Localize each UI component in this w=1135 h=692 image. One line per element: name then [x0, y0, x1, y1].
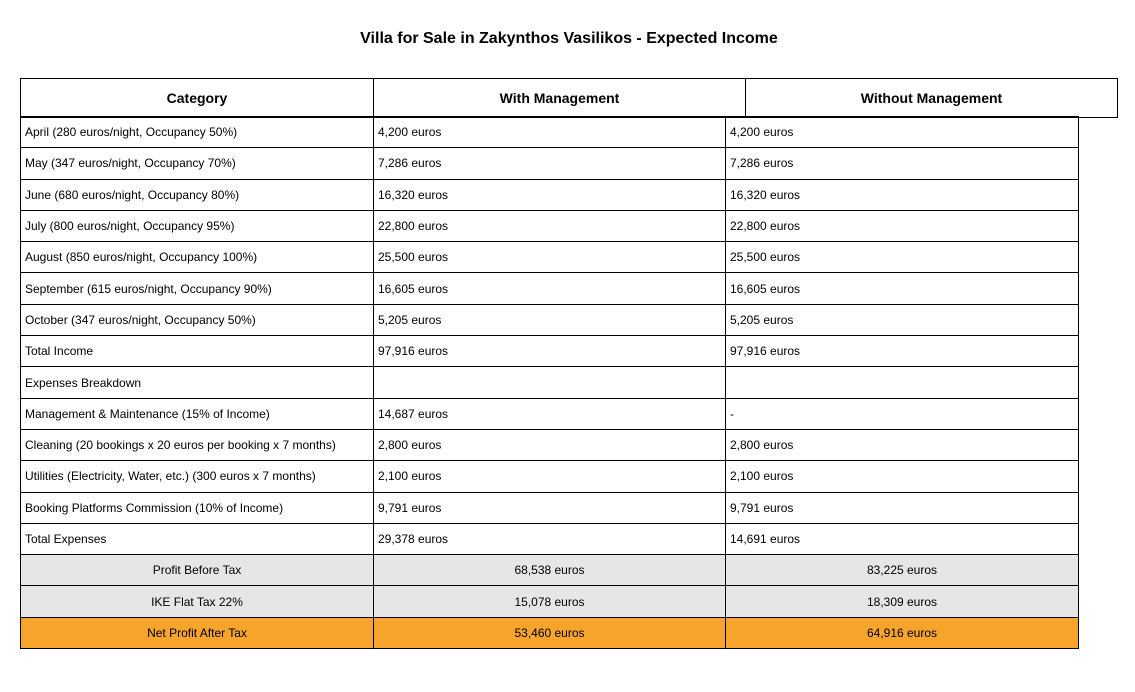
table-row	[20, 524, 1079, 555]
table-row	[20, 117, 1079, 148]
table-row	[20, 242, 1079, 273]
cell-without-management: 4,200 euros	[725, 116, 1079, 148]
table-row	[20, 211, 1079, 242]
summary-row	[20, 555, 1079, 586]
cell-without-management: 9,791 euros	[725, 492, 1079, 524]
cell-without-management	[725, 366, 1079, 398]
cell-with-management: 7,286 euros	[373, 147, 726, 179]
cell-category: July (800 euros/night, Occupancy 95%)	[20, 210, 374, 242]
column-header-without-management: Without Management	[745, 78, 1118, 118]
cell-category: Utilities (Electricity, Water, etc.) (300 euros x 7 months)	[20, 460, 374, 492]
cell-with-management: 97,916 euros	[373, 335, 726, 367]
cell-category: May (347 euros/night, Occupancy 70%)	[20, 147, 374, 179]
cell-with-management: 5,205 euros	[373, 304, 726, 336]
cell-with-management: 29,378 euros	[373, 523, 726, 555]
summary-row	[20, 586, 1079, 617]
cell-without-management: 97,916 euros	[725, 335, 1079, 367]
income-table-body	[20, 117, 1079, 649]
table-row	[20, 305, 1079, 336]
net-profit-row	[20, 618, 1079, 649]
page-title: Villa for Sale in Zakynthos Vasilikos - Expected Income	[360, 30, 778, 47]
cell-without-management: -	[725, 398, 1079, 430]
cell-without-management: 18,309 euros	[725, 585, 1079, 617]
table-row	[20, 273, 1079, 304]
column-header-with-management: With Management	[373, 78, 746, 118]
cell-with-management: 25,500 euros	[373, 241, 726, 273]
cell-with-management: 22,800 euros	[373, 210, 726, 242]
table-row	[20, 430, 1079, 461]
cell-category: Profit Before Tax	[20, 554, 374, 586]
table-row	[20, 493, 1079, 524]
table-row	[20, 399, 1079, 430]
cell-without-management: 5,205 euros	[725, 304, 1079, 336]
cell-with-management: 15,078 euros	[373, 585, 726, 617]
cell-without-management: 7,286 euros	[725, 147, 1079, 179]
cell-category: Total Income	[20, 335, 374, 367]
cell-category: IKE Flat Tax 22%	[20, 585, 374, 617]
cell-category: September (615 euros/night, Occupancy 90%)	[20, 272, 374, 304]
table-row	[20, 461, 1079, 492]
table-row	[20, 148, 1079, 179]
column-header-category: Category	[20, 78, 374, 118]
cell-with-management: 16,320 euros	[373, 179, 726, 211]
table-row	[20, 367, 1079, 398]
cell-with-management	[373, 366, 726, 398]
table-row	[20, 180, 1079, 211]
cell-without-management: 64,916 euros	[725, 617, 1079, 649]
cell-without-management: 16,320 euros	[725, 179, 1079, 211]
cell-without-management: 22,800 euros	[725, 210, 1079, 242]
cell-category: August (850 euros/night, Occupancy 100%)	[20, 241, 374, 273]
cell-with-management: 53,460 euros	[373, 617, 726, 649]
cell-with-management: 68,538 euros	[373, 554, 726, 586]
cell-without-management: 16,605 euros	[725, 272, 1079, 304]
cell-with-management: 14,687 euros	[373, 398, 726, 430]
cell-category: October (347 euros/night, Occupancy 50%)	[20, 304, 374, 336]
table-header-row	[20, 78, 1118, 118]
cell-with-management: 2,100 euros	[373, 460, 726, 492]
cell-with-management: 2,800 euros	[373, 429, 726, 461]
cell-category: Total Expenses	[20, 523, 374, 555]
cell-without-management: 2,100 euros	[725, 460, 1079, 492]
cell-category: Expenses Breakdown	[20, 366, 374, 398]
cell-category: Booking Platforms Commission (10% of Income)	[20, 492, 374, 524]
cell-without-management: 25,500 euros	[725, 241, 1079, 273]
cell-without-management: 2,800 euros	[725, 429, 1079, 461]
table-row	[20, 336, 1079, 367]
cell-with-management: 9,791 euros	[373, 492, 726, 524]
cell-without-management: 14,691 euros	[725, 523, 1079, 555]
cell-with-management: 4,200 euros	[373, 116, 726, 148]
cell-category: Net Profit After Tax	[20, 617, 374, 649]
cell-with-management: 16,605 euros	[373, 272, 726, 304]
cell-category: Cleaning (20 bookings x 20 euros per booking x 7 months)	[20, 429, 374, 461]
cell-without-management: 83,225 euros	[725, 554, 1079, 586]
cell-category: Management & Maintenance (15% of Income)	[20, 398, 374, 430]
cell-category: June (680 euros/night, Occupancy 80%)	[20, 179, 374, 211]
cell-category: April (280 euros/night, Occupancy 50%)	[20, 116, 374, 148]
